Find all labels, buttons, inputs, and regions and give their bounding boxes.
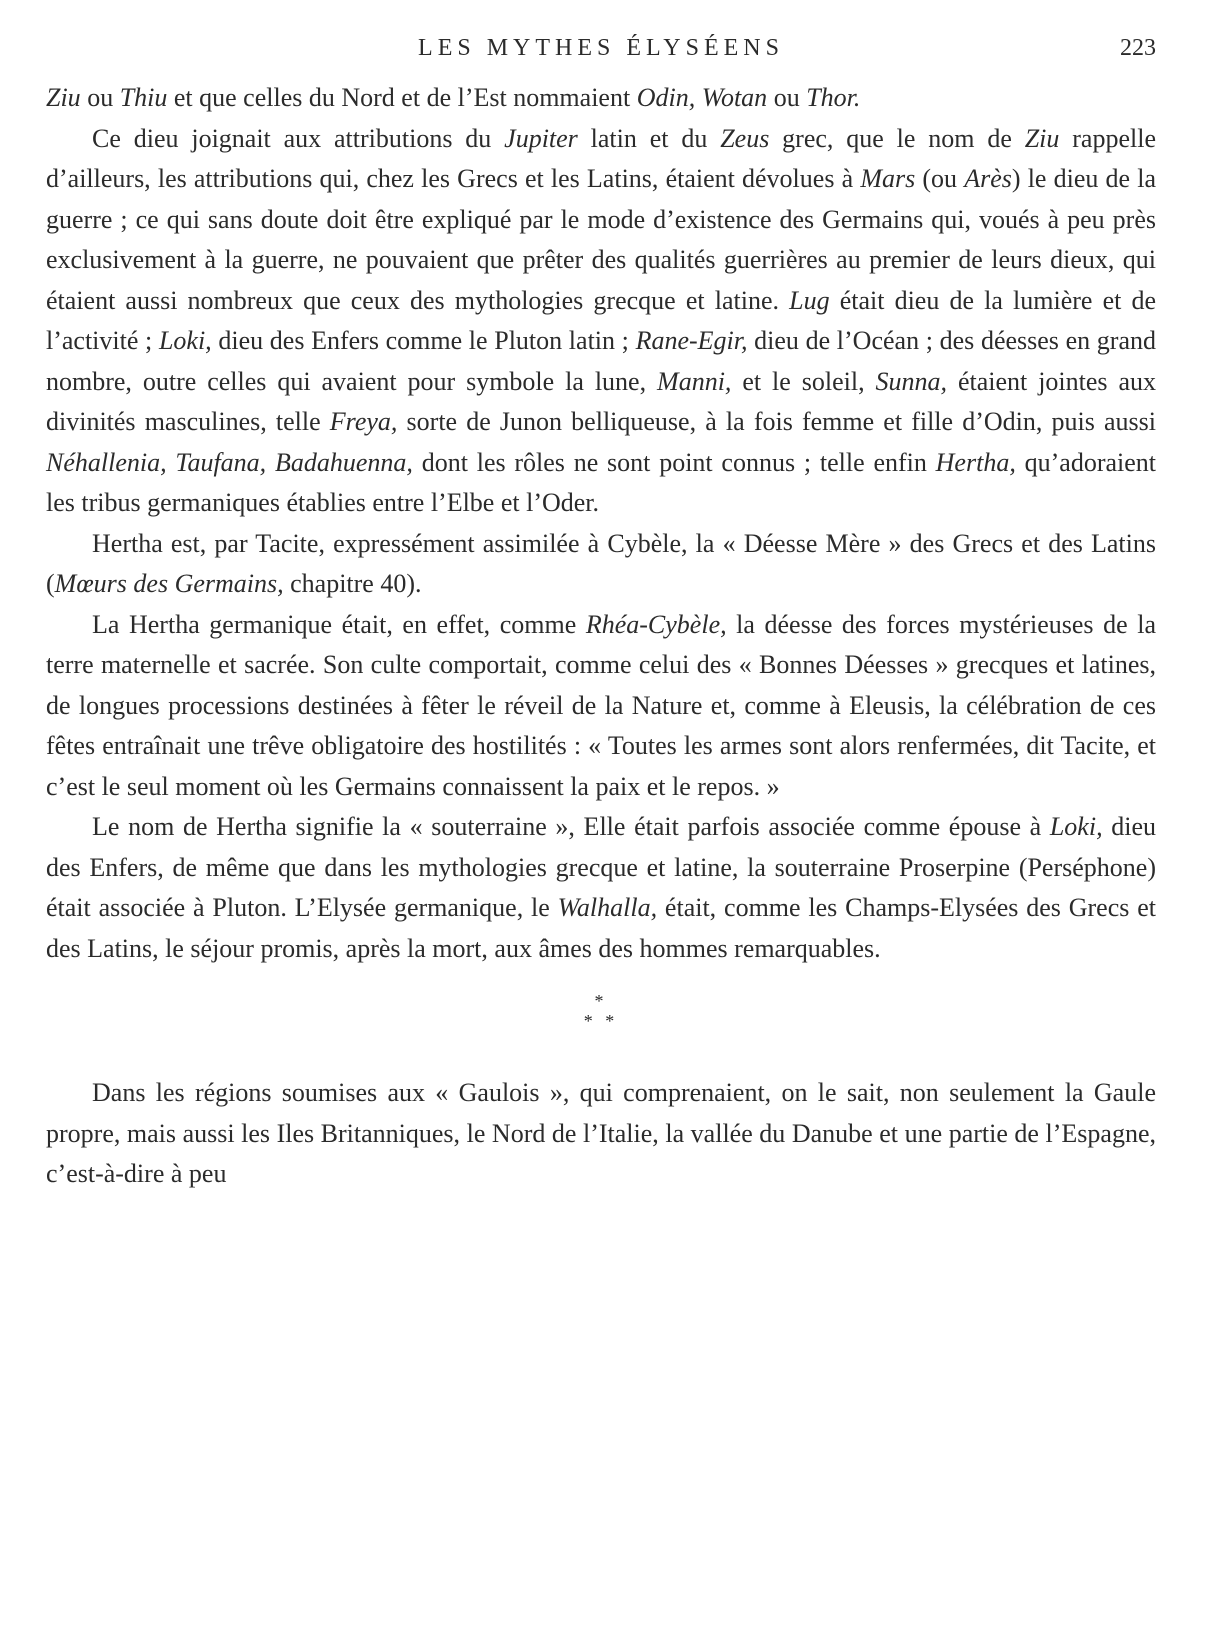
italic-term: Sunna, [875,366,948,396]
text: la déesse des forces mystérieuses de la terre maternelle et sacrée. Son culte comportait, comme celui des « Bonnes Déesses » grecques et latines, de longues processions destinées à fêter le réveil de la Nature et, comme à Eleusis, la célébration de ces fêtes entraînait une trêve obligatoire des hostilités : « Toutes les armes sont alors renfermées, dit Tacite, et c’est le seul moment où les Germains connaissent la paix et le repos. » [46,609,1156,801]
text: ) le dieu de la guerre ; ce qui sans doute doit être expliqué par le mode d’existence des Germains qui, voués à peu près exclusivement à la guerre, ne pouvaient que prêter des qualités guerrières au premier de leurs dieux, qui étaient aussi nombreux que ceux des mythologies grecque et latine. [46,164,1156,315]
italic-term: Walhalla, [557,893,658,922]
text: Hertha est, par Tacite, expressément assimilée à Cybèle, la « Déesse Mère » des Grecs et des Latins ( [46,528,1156,598]
text: Ce dieu joignait aux attributions du [92,123,505,153]
text: grec, que le nom de [769,123,1025,153]
italic-term: Loki, [1049,812,1103,841]
section-asterism [46,991,1156,1031]
text: qu’adoraient les tribus germaniques établies entre l’Elbe et l’Oder. [46,447,1157,517]
text: latin et du [577,123,721,153]
page-header [46,28,1156,68]
page-number: 223 [1120,35,1156,61]
text: Le nom de Hertha signifie la « souterraine », Elle était parfois associée comme épouse à [92,812,1050,841]
running-title: LES MYTHES ÉLYSÉENS [418,35,784,61]
asterism-top: * [594,991,608,1011]
italic-term: Manni, [657,366,732,396]
italic-term: Thor. [806,83,861,112]
text: dont les rôles ne sont point connus ; telle enfin [412,447,936,477]
text: étaient jointes aux divinités masculines, te [46,366,1156,436]
italic-term: Ziu [1024,123,1060,153]
italic-term: Rane-Egir, [635,326,748,355]
italic-term: Hertha, [935,447,1016,477]
text: rappelle d’ailleurs, les attributions qui, chez les Grecs et les Latins, étaient dévolues à [46,123,1156,193]
paragraph-5 [46,807,1156,969]
text: lle [294,407,330,436]
italic-term: Jupiter [504,123,578,153]
paragraph-2 [46,119,1156,524]
text: dieu des Enfers, de même que dans les mythologies grecque et latine, la souterraine Proserpine (Perséphone) était associée à Pluton. L’Elysée germanique, le [46,812,1156,922]
paragraph-4 [46,605,1156,808]
text: chapitre 40). [283,569,422,598]
text: ou [80,83,120,112]
paragraph-3 [46,524,1156,605]
text: (ou [915,164,965,193]
paragraph-6 [46,1073,1156,1195]
text: et le soleil, [731,366,876,396]
italic-term: Loki, [158,326,212,355]
italic-term: Ziu [46,83,81,112]
italic-term: Arès [964,164,1012,193]
text: Dans les régions soumises aux « Gaulois », qui comprenaient, on le sait, non seulement la Gaule propre, mais aussi les Iles Britanniques, le Nord de l’Italie, la vallée du Danube et une partie de l’Espagne, c’est-à-dire à peu [46,1078,1156,1188]
italic-term: Mars [860,164,916,193]
page [46,28,1156,1195]
italic-term: Lug [789,285,830,315]
text: dieu des Enfers comme le Pluton latin ; [211,326,636,355]
text: ou [767,83,807,112]
text: et que celles du Nord et de l’Est nommaient [167,83,637,112]
italic-term: Freya, [329,407,398,436]
text: sorte de Junon belliqueuse, à la fois femme et fille d’Odin, puis aussi [397,407,1157,436]
asterism-bottom: * * [583,1011,619,1031]
text: dieu de l’Océan ; des déesses en grand nombre, outre celles qui avaient pour symbole la lune, [46,326,1156,396]
paragraph-1 [46,78,1156,119]
italic-term: Zeus [720,123,770,153]
text: était, comme les Champs-Elysées des Grecs et des Latins, le séjour promis, après la mort, aux âmes des hommes remarquables. [46,893,1156,963]
italic-term: Néhallenia, Taufana, Badahuenna, [46,447,413,477]
italic-term: Rhéa-Cybèle, [585,609,727,639]
italic-term: Mœurs des Germains, [54,569,284,598]
italic-term: Odin, Wotan [636,83,768,112]
italic-term: Thiu [119,83,168,112]
text: était dieu de la lumière et de l’activité ; [46,285,1156,355]
text: La Hertha germanique était, en effet, comme [92,609,586,639]
